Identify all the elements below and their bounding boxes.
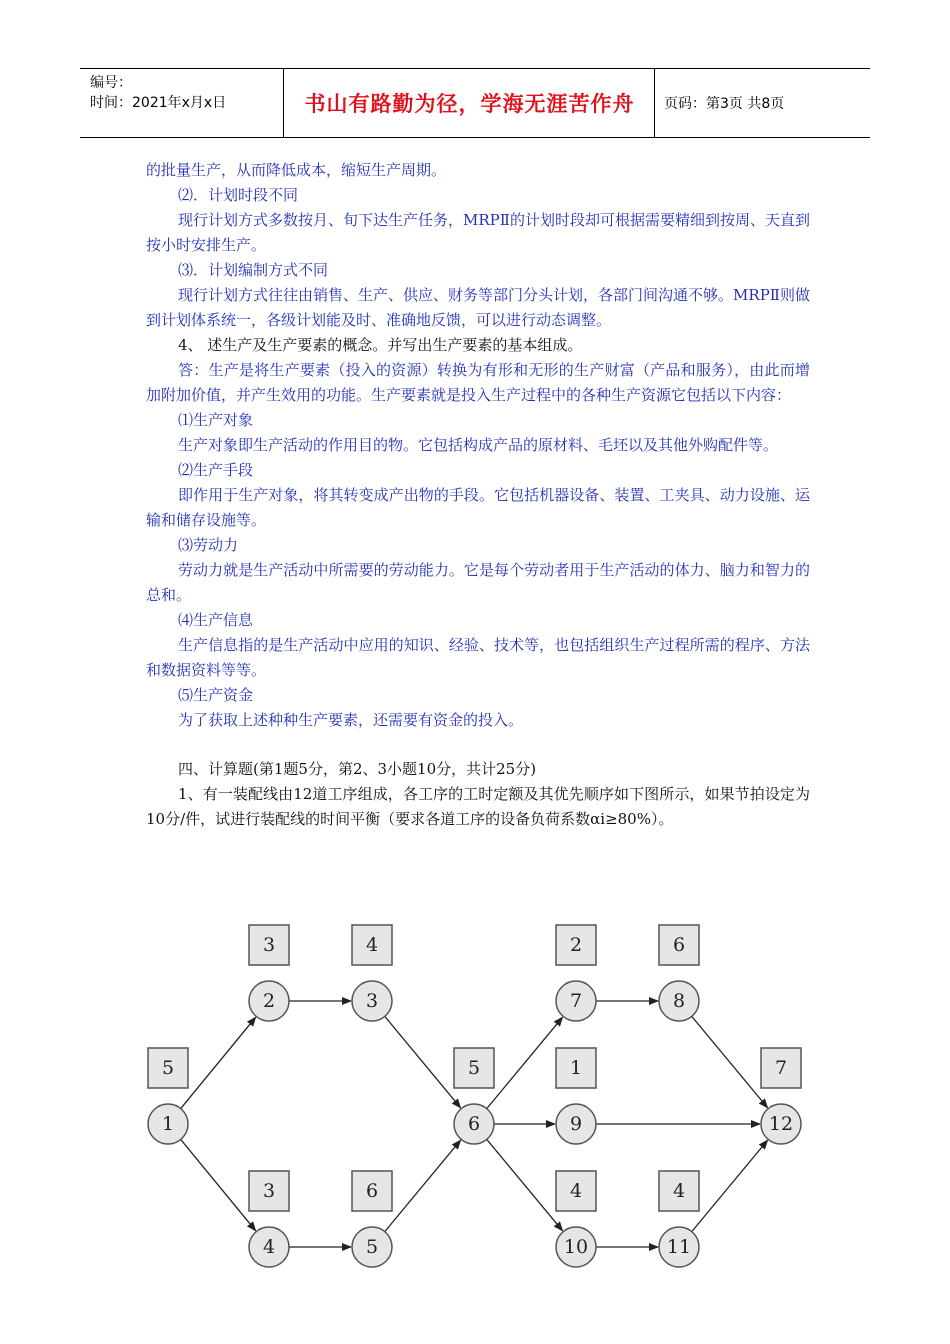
time-label-8: 6 (672, 934, 686, 956)
node-label-10: 10 (563, 1236, 589, 1258)
header-motto: 书山有路勤为径，学海无涯苦作舟 (304, 92, 635, 116)
document-body (146, 158, 810, 832)
node-label-6: 6 (467, 1113, 481, 1135)
edge-5-6 (385, 1140, 461, 1231)
node-label-5: 5 (365, 1236, 379, 1258)
paragraph: 现行计划方式往往由销售、生产、供应、财务等部门分头计划，各部门间沟通不够。MRPⅡ则做到计划体系统一，各级计划能及时、准确地反馈，可以进行动态调整。 (146, 286, 810, 329)
paragraph: ⑷生产信息 (178, 611, 254, 629)
section-heading: 四、计算题(第1题5分，第2、3小题10分，共计25分) (178, 760, 537, 778)
time-label-12: 7 (774, 1057, 788, 1079)
edge-1-2 (181, 1017, 256, 1108)
paragraph: 答：生产是将生产要素（投入的资源）转换为有形和无形的生产财富（产品和服务），由此而增加附加价值，并产生效用的功能。生产要素就是投入生产过程中的各种生产资源它包括以下内容： (146, 361, 810, 404)
precedence-network (140, 924, 820, 1274)
process-precedence-diagram (140, 924, 820, 1278)
number-label: 编号： (90, 75, 132, 91)
time-label-7: 2 (569, 934, 583, 956)
page-number-label: 页码：第3页 共8页 (664, 96, 785, 112)
edge-8-12 (692, 1016, 768, 1107)
paragraph: 的批量生产，从而降低成本，缩短生产周期。 (146, 161, 447, 179)
time-label-2: 3 (262, 934, 276, 956)
node-label-7: 7 (569, 990, 583, 1012)
paragraph: 生产信息指的是生产活动中应用的知识、经验、技术等，也包括组织生产过程所需的程序、方法和数据资料等等。 (146, 636, 810, 679)
node-label-1: 1 (161, 1113, 175, 1135)
node-label-12: 12 (768, 1113, 794, 1135)
paragraph: 劳动力就是生产活动中所需要的劳动能力。它是每个劳动者用于生产活动的体力、脑力和智力的总和。 (146, 561, 810, 604)
paragraph: 现行计划方式多数按月、旬下达生产任务，MRPⅡ的计划时段却可根据需要精细到按周、天直到按小时安排生产。 (146, 211, 810, 254)
paragraph: ⑵生产手段 (178, 461, 254, 479)
paragraph: ⑵．计划时段不同 (178, 186, 299, 204)
edge-1-4 (181, 1139, 256, 1230)
paragraph: ⑶劳动力 (178, 536, 239, 554)
paragraph-list (146, 158, 810, 733)
node-label-9: 9 (569, 1113, 583, 1135)
edge-6-7 (487, 1017, 563, 1108)
paragraph: 生产对象即生产活动的作用目的物。它包括构成产品的原材料、毛坯以及其他外购配件等。 (178, 436, 779, 454)
time-label-5: 6 (365, 1180, 379, 1202)
node-label-3: 3 (365, 990, 379, 1012)
section-spacer (146, 733, 810, 757)
node-label-2: 2 (262, 990, 276, 1012)
header-divider-right (654, 69, 655, 137)
time-label-10: 4 (569, 1180, 583, 1202)
paragraph: ⑶．计划编制方式不同 (178, 261, 329, 279)
page-header (80, 68, 870, 138)
node-label-11: 11 (666, 1236, 692, 1258)
time-label-3: 4 (365, 934, 379, 956)
edge-6-10 (487, 1139, 563, 1230)
time-label-6: 5 (467, 1057, 481, 1079)
edge-3-6 (385, 1016, 461, 1107)
time-label-4: 3 (262, 1180, 276, 1202)
date-label: 时间：2021年x月x日 (90, 95, 227, 111)
paragraph: 即作用于生产对象，将其转变成产出物的手段。它包括机器设备、装置、工夹具、动力设施、运输和储存设施等。 (146, 486, 810, 529)
header-meta (90, 73, 226, 113)
node-label-8: 8 (672, 990, 686, 1012)
paragraph: 为了获取上述种种生产要素，还需要有资金的投入。 (178, 711, 524, 729)
paragraph: ⑸生产资金 (178, 686, 254, 704)
time-label-11: 4 (672, 1180, 686, 1202)
question-text: 1、有一装配线由12道工序组成，各工序的工时定额及其优先顺序如下图所示，如果节拍设定为10分/件，试进行装配线的时间平衡（要求各道工序的设备负荷系数αi≥80%）。 (146, 785, 810, 828)
time-label-9: 1 (569, 1057, 583, 1079)
paragraph: ⑴生产对象 (178, 411, 254, 429)
paragraph: 4、 述生产及生产要素的概念。并写出生产要素的基本组成。 (178, 336, 583, 354)
node-label-4: 4 (262, 1236, 276, 1258)
time-label-1: 5 (161, 1057, 175, 1079)
edge-11-12 (692, 1140, 768, 1231)
